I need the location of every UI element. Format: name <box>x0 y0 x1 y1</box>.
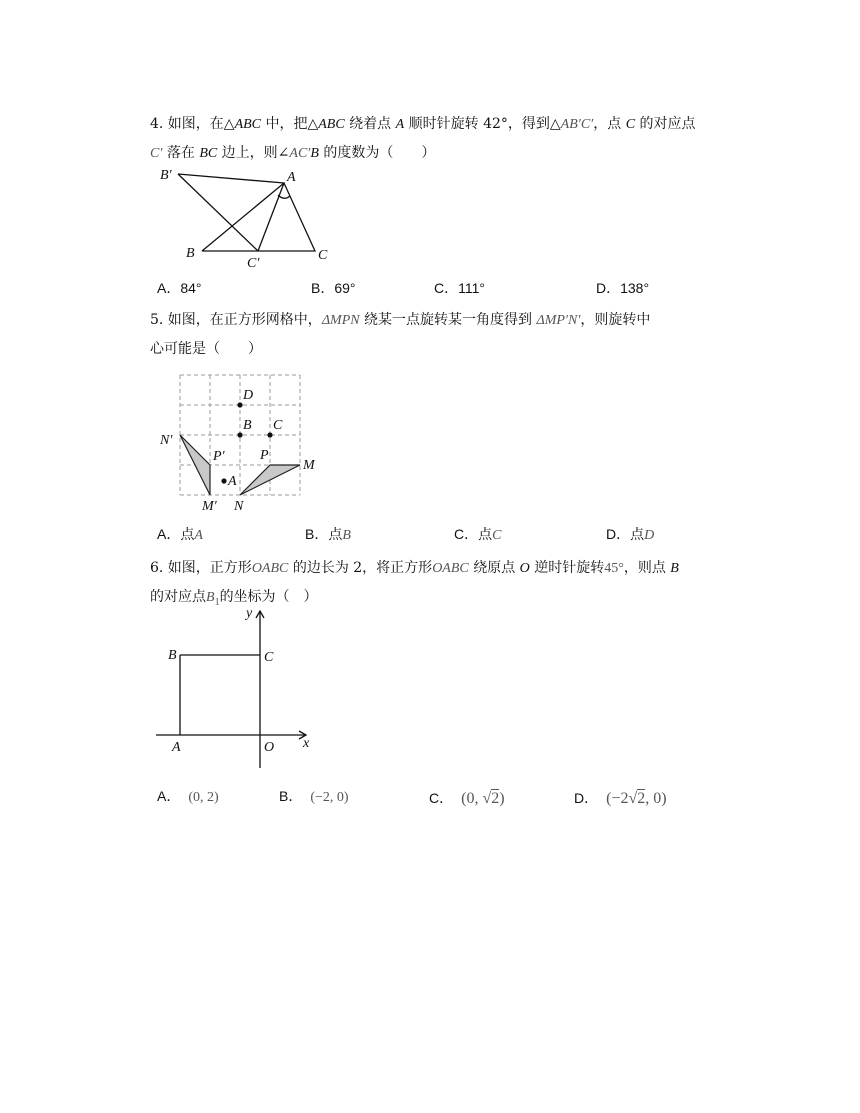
q6-math: OABC <box>432 561 469 576</box>
q4-triangle-abc <box>202 183 315 251</box>
q5-math: ΔMP′N′ <box>536 313 581 328</box>
q6-math: OABC <box>251 561 289 576</box>
q4-text: 的度数为（ ） <box>318 145 436 161</box>
q6-option-a-value: (0, 2) <box>188 790 219 805</box>
q5-point-d <box>237 402 242 407</box>
q5-stem-line2: 心可能是（ ） <box>150 341 262 357</box>
q4-text: 落在 <box>162 145 200 161</box>
q4-text: 绕着点 <box>344 116 396 132</box>
q6-option-d-prefix: D． <box>574 790 599 806</box>
q6-label-c: C <box>264 650 274 665</box>
q4-segment-ab-prime <box>178 174 284 183</box>
q5-label-n: N <box>234 499 244 514</box>
q4-text: 的对应点 <box>635 116 696 132</box>
q6-figure <box>150 605 325 775</box>
q5-triangle-image <box>180 435 210 495</box>
q4-var: B <box>310 146 319 161</box>
q5-label-n-prime: N′ <box>160 433 173 448</box>
q4-var: BC <box>199 146 218 161</box>
q4-var: ABC <box>318 117 345 132</box>
q4-label-c-prime: C′ <box>247 256 260 271</box>
q6-text: 的对应点 <box>150 589 206 605</box>
q6-label-o: O <box>264 740 275 755</box>
radical-icon: √ <box>482 790 492 807</box>
q4-option-a[interactable]: A．84° <box>157 280 202 296</box>
q4-var: ABC <box>234 117 262 132</box>
q6-option-c-value-b: ) <box>499 790 505 807</box>
q4-label-b-prime: B′ <box>160 168 172 183</box>
q5-label-a: A <box>228 474 237 489</box>
q5-option-b-prefix: B．点 <box>305 526 343 542</box>
q4-figure <box>150 165 350 270</box>
q6-option-c-prefix: C． <box>429 790 454 806</box>
q6-var: B <box>670 561 679 576</box>
q5-text: ，则旋转中 <box>580 312 651 328</box>
q6-option-d-value-a: (−2 <box>606 790 629 807</box>
q4-option-b[interactable]: B．69° <box>311 280 356 296</box>
q4-text: 边上，则∠ <box>217 145 290 161</box>
q4-var: C <box>625 117 636 132</box>
q6-option-b-value: (−2, 0) <box>310 790 349 805</box>
q5-option-d-prefix: D．点 <box>606 526 645 542</box>
q4-text: 4. 如图，在△ <box>150 116 235 132</box>
q5-stem-line1 <box>150 310 650 331</box>
q5-label-b: B <box>243 418 252 433</box>
q6-option-b-prefix: B． <box>279 788 303 804</box>
q4-label-b: B <box>186 246 195 261</box>
q4-segment-b-prime-c-prime <box>178 174 258 251</box>
q6-option-a-prefix: A． <box>157 788 181 804</box>
q5-label-d: D <box>243 388 254 403</box>
q6-option-d-value-b: , 0) <box>645 790 667 807</box>
q6-subscript: 1 <box>214 596 220 608</box>
q6-option-a[interactable] <box>157 786 219 808</box>
q6-option-d[interactable] <box>574 788 667 809</box>
q5-text: 绕某一点旋转某一角度得到 <box>359 312 537 328</box>
q6-var: O <box>519 561 530 576</box>
q5-option-b-var: B <box>342 528 351 543</box>
q5-label-c: C <box>273 418 283 433</box>
q4-text: 顺时针旋转 42°，得到△ <box>404 116 561 132</box>
q4-label-c: C <box>318 248 328 263</box>
q6-label-y: y <box>246 606 253 621</box>
q6-text: 的边长为 2，将正方形 <box>288 560 433 576</box>
q4-var: A <box>395 117 405 132</box>
q5-math: ΔMPN <box>321 313 360 328</box>
q6-label-a: A <box>172 740 181 755</box>
q6-label-x: x <box>303 736 310 751</box>
q4-stem-line2 <box>150 143 435 164</box>
q4-math: AB′C′ <box>560 117 594 132</box>
q5-option-d[interactable] <box>606 524 654 546</box>
q5-option-c-var: C <box>492 528 502 543</box>
q5-label-m: M <box>303 458 315 473</box>
q6-option-c-value <box>461 790 504 807</box>
q4-label-a: A <box>287 170 296 185</box>
q4-math: AC′ <box>289 146 311 161</box>
q5-point-b <box>237 432 242 437</box>
q6-option-c[interactable] <box>429 788 505 809</box>
q5-option-b[interactable] <box>305 524 351 546</box>
q5-point-a <box>221 478 226 483</box>
q5-option-a-prefix: A．点 <box>157 526 195 542</box>
q5-option-c[interactable] <box>454 524 501 546</box>
q6-text: 逆时针旋转 <box>529 560 605 576</box>
q4-text: 中，把△ <box>261 116 319 132</box>
q6-label-b: B <box>168 648 177 663</box>
q6-text: 绕原点 <box>468 560 520 576</box>
q5-option-d-var: D <box>644 528 655 543</box>
q4-text: ，点 <box>593 116 626 132</box>
q4-option-d[interactable]: D．138° <box>596 280 650 296</box>
q5-option-a-var: A <box>194 528 203 543</box>
radical-icon: √ <box>628 790 638 807</box>
q6-text: ，则点 <box>623 560 671 576</box>
q6-option-c-value-a: (0, <box>461 790 483 807</box>
q5-point-c <box>267 432 272 437</box>
q6-stem-line1 <box>150 558 679 579</box>
q4-option-c[interactable]: C．111° <box>434 280 485 296</box>
q5-figure <box>150 365 330 515</box>
q6-text: 6. 如图，正方形 <box>150 560 252 576</box>
q6-option-d-radicand: 2 <box>637 790 646 807</box>
q4-stem-line1 <box>150 114 695 135</box>
q4-math: C′ <box>150 146 163 161</box>
q6-math: B <box>206 590 215 605</box>
q5-option-c-prefix: C．点 <box>454 526 493 542</box>
q5-label-p: P <box>260 448 269 463</box>
q6-option-c-radicand: 2 <box>491 790 500 807</box>
q6-text: 的坐标为（ ） <box>219 589 318 605</box>
q6-math: 45° <box>604 561 624 576</box>
q6-option-b[interactable] <box>279 786 349 808</box>
q5-option-a[interactable] <box>157 524 203 546</box>
q6-option-d-value <box>606 790 666 807</box>
q5-label-m-prime: M′ <box>202 499 217 514</box>
q5-text: 5. 如图，在正方形网格中， <box>150 312 322 328</box>
q5-label-p-prime: P′ <box>213 449 225 464</box>
